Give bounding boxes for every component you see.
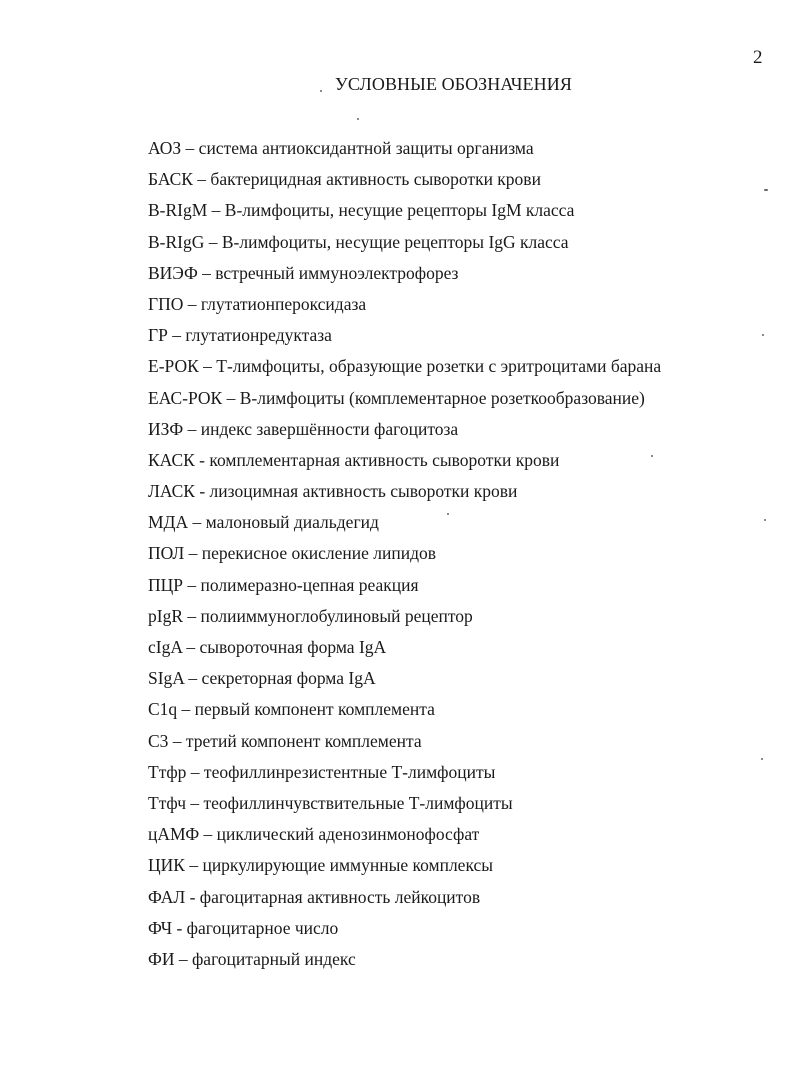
abbreviation-item: АОЗ – система антиоксидантной защиты организма [148,138,534,158]
abbreviation-item: B-RIgM – В-лимфоциты, несущие рецепторы IgM класса [148,200,575,221]
abbreviation-item: cIgA – сывороточная форма IgA [148,637,387,657]
abbreviation-item: Ттфр – теофиллинрезистентные Т-лимфоциты [148,761,496,782]
scan-speck [764,519,766,521]
abbreviation-item: pIgR – полииммуноглобулиновый рецептор [148,605,473,626]
scan-speck [761,758,763,760]
abbreviation-item: C3 – третий компонент комплемента [148,730,422,751]
abbreviation-item: ФЧ - фагоцитарное число [148,917,339,938]
page-number: 2 [753,47,763,68]
scan-speck [764,189,768,191]
abbreviation-item: Е-РОК – Т-лимфоциты, образующие розетки с эритроцитами барана [148,356,662,377]
page-title: УСЛОВНЫЕ ОБОЗНАЧЕНИЯ [335,74,572,94]
abbreviation-item: C1q – первый компонент комплемента [148,699,435,720]
abbreviation-item: ПОЛ – перекисное окисление липидов [148,543,437,564]
abbreviation-item: ЛАСК - лизоцимная активность сыворотки крови [148,481,518,502]
abbreviation-item: ВИЭФ – встречный иммуноэлектрофорез [148,262,459,283]
scan-speck [762,334,764,336]
abbreviation-item: B-RIgG – В-лимфоциты, несущие рецепторы IgG класса [148,231,569,252]
abbreviation-item: ФАЛ - фагоцитарная активность лейкоцитов [148,886,481,907]
abbreviation-item: ЦИК – циркулирующие иммунные комплексы [148,855,494,876]
abbreviation-item: МДА – малоновый диальдегид [148,512,379,533]
scan-speck [447,513,449,515]
scan-speck [320,90,322,92]
abbreviation-item: КАСК - комплементарная активность сыворотки крови [148,449,560,470]
abbreviation-item: ГР – глутатионредуктаза [148,325,332,346]
scan-speck [651,455,653,457]
abbreviation-item: Ттфч – теофиллинчувствительные Т-лимфоциты [148,792,513,813]
abbreviation-list [148,137,661,979]
scan-speck [357,118,359,120]
abbreviation-item: цАМФ – циклический аденозинмонофосфат [148,824,480,845]
abbreviation-item: ГПО – глутатионпероксидаза [148,293,367,314]
abbreviation-item: БАСК – бактерицидная активность сыворотки крови [148,169,541,190]
abbreviation-item: ИЗФ – индекс завершённости фагоцитоза [148,418,459,439]
abbreviation-item: SIgA – секреторная форма IgA [148,668,376,689]
abbreviation-item: ЕАС-РОК – В-лимфоциты (комплементарное розеткообразование) [148,387,645,408]
abbreviation-item: ФИ – фагоцитарный индекс [148,948,356,969]
abbreviation-item: ПЦР – полимеразно-цепная реакция [148,574,419,595]
